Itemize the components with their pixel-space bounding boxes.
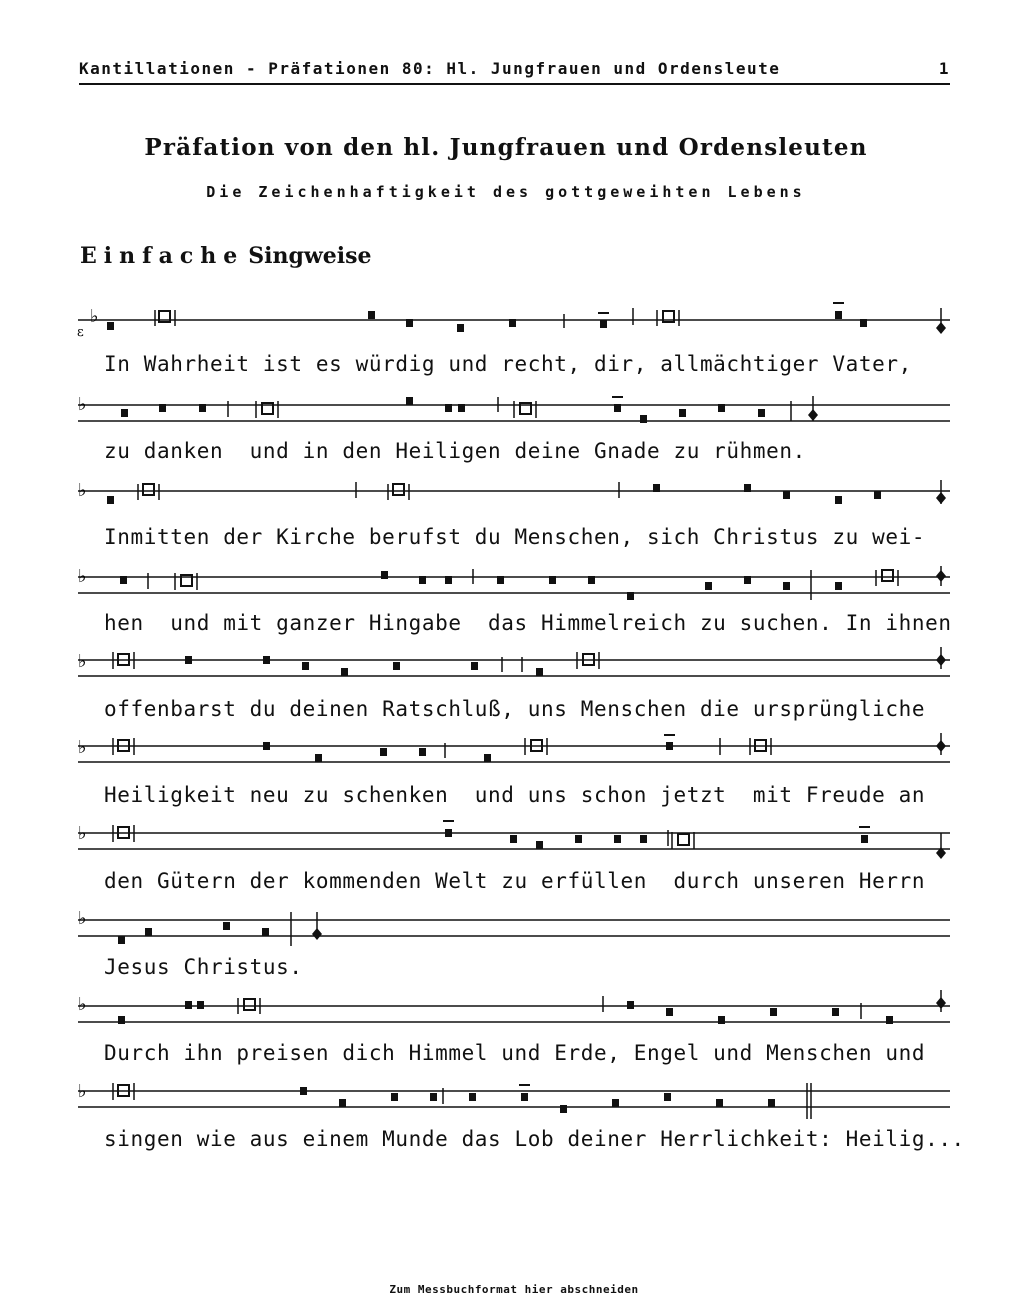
svg-text:♭: ♭ bbox=[78, 480, 87, 501]
staff-notation bbox=[75, 388, 955, 428]
music-staff bbox=[75, 819, 955, 863]
header-title: Kantillationen - Präfationen 80: Hl. Jungfrauen und Ordensleute bbox=[79, 59, 781, 78]
lyric-line: Heiligkeit neu zu schenken und uns schon jetzt mit Freude an bbox=[104, 783, 926, 807]
music-staff bbox=[75, 647, 955, 687]
lyric-line: Jesus Christus. bbox=[104, 955, 303, 979]
staff-notation bbox=[75, 819, 955, 863]
lyric-line: hen und mit ganzer Hingabe das Himmelreich zu suchen. In ihnen bbox=[104, 611, 952, 635]
music-staff bbox=[75, 1077, 955, 1121]
lyric-line: In Wahrheit ist es würdig und recht, dir, allmächtiger Vater, bbox=[104, 352, 912, 376]
svg-text:♭: ♭ bbox=[78, 651, 87, 672]
lyric-line: zu danken und in den Heiligen deine Gnade zu rühmen. bbox=[104, 439, 806, 463]
page-subtitle: Die Zeichenhaftigkeit des gottgeweihten Lebens bbox=[206, 183, 806, 201]
running-header bbox=[79, 57, 950, 85]
svg-text:♭: ♭ bbox=[90, 306, 99, 327]
music-staff bbox=[75, 733, 955, 773]
staff-notation bbox=[75, 990, 955, 1030]
staff-notation bbox=[75, 1077, 955, 1121]
music-staff bbox=[75, 560, 955, 604]
section-heading bbox=[80, 243, 372, 269]
section-heading-spaced: Einfache bbox=[80, 243, 245, 269]
music-staff bbox=[75, 990, 955, 1030]
section-heading-rest: Singweise bbox=[248, 243, 372, 269]
svg-text:♭: ♭ bbox=[78, 994, 87, 1015]
svg-text:♭: ♭ bbox=[78, 1081, 87, 1102]
lyric-line: offenbarst du deinen Ratschluß, uns Menschen die ursprüngliche bbox=[104, 697, 926, 721]
staff-notation bbox=[75, 474, 955, 514]
svg-text:♭: ♭ bbox=[78, 908, 87, 929]
lyric-line: singen wie aus einem Munde das Lob deiner Herrlichkeit: Heilig... bbox=[104, 1127, 965, 1151]
staff-notation bbox=[75, 300, 955, 340]
staff-notation bbox=[75, 647, 955, 687]
page-number: 1 bbox=[938, 59, 950, 78]
lyric-line: Durch ihn preisen dich Himmel und Erde, Engel und Menschen und bbox=[104, 1041, 926, 1065]
cut-line-note: Zum Messbuchformat hier abschneiden bbox=[389, 1283, 639, 1296]
page-title: Präfation von den hl. Jungfrauen und Ordensleuten bbox=[144, 134, 868, 161]
music-staff bbox=[75, 300, 955, 340]
music-staff bbox=[75, 906, 955, 950]
svg-text:♭: ♭ bbox=[78, 566, 87, 587]
music-staff bbox=[75, 388, 955, 428]
lyric-line: Inmitten der Kirche berufst du Menschen, sich Christus zu wei- bbox=[104, 525, 926, 549]
staff-notation bbox=[75, 733, 955, 773]
svg-text:♭: ♭ bbox=[78, 394, 87, 415]
lyric-line: den Gütern der kommenden Welt zu erfüllen durch unseren Herrn bbox=[104, 869, 926, 893]
music-staff bbox=[75, 474, 955, 514]
staff-notation bbox=[75, 560, 955, 604]
svg-text:ε: ε bbox=[77, 325, 84, 340]
staff-notation bbox=[75, 906, 955, 950]
svg-text:♭: ♭ bbox=[78, 737, 87, 758]
svg-text:♭: ♭ bbox=[78, 823, 87, 844]
